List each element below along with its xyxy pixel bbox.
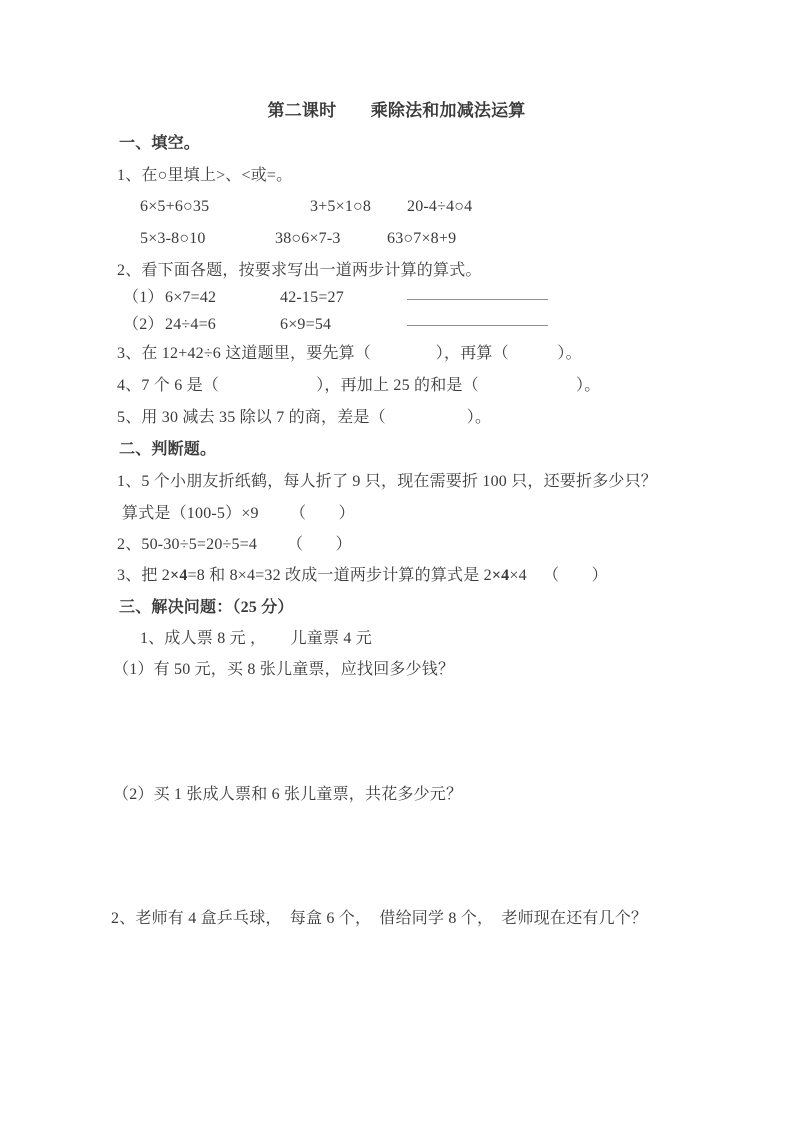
judge-q3-bold: ×4	[170, 567, 188, 584]
compare-expression: 6×5+6○35	[140, 198, 210, 215]
compare-expression: 3+5×1○8	[310, 198, 372, 215]
fill-q2-label: 2、看下面各题，按要求写出一道两步计算的算式。	[117, 262, 482, 279]
solve-q1a: （1）有 50 元，买 8 张儿童票，应找回多少钱？	[113, 661, 455, 678]
judge-q3-text: ×4	[509, 567, 527, 584]
judge-q2-answer-bracket: （ ）	[287, 536, 352, 553]
equation: 24÷4=6	[165, 316, 217, 333]
compare-expression: 38○6×7-3	[275, 230, 341, 247]
equation: 42-15=27	[280, 289, 344, 306]
compare-expression: 5×3-8○10	[140, 230, 206, 247]
judge-q3-text: 3、把 2	[117, 567, 171, 584]
page-title: 第二课时 乘除法和加减法运算	[267, 101, 526, 120]
compare-expression: 63○7×8+9	[387, 230, 457, 247]
equation: 6×9=54	[280, 316, 332, 333]
answer-blank	[407, 309, 548, 326]
judge-q3-bold: ×4	[491, 567, 510, 584]
equation: 6×7=42	[165, 289, 217, 306]
compare-expression: 20-4÷4○4	[407, 198, 473, 215]
judge-q2-expression: 2、50-30÷5=20÷5=4	[117, 536, 258, 553]
solve-q1b: （2）买 1 张成人票和 6 张儿童票，共花多少元？	[113, 786, 463, 803]
solve-ticket-prices: 1、成人票 8 元 ， 儿童票 4 元	[140, 630, 373, 647]
section-judge-heading: 二、判断题。	[119, 441, 217, 458]
fill-q1-label: 1、在○里填上>、<或=。	[117, 167, 293, 184]
answer-blank	[407, 283, 548, 300]
item-number: （2）	[123, 316, 164, 333]
fill-q3: 3、在 12+42÷6 这道题里，要先算（ ），再算（ ）。	[117, 345, 582, 362]
section-fill-heading: 一、填空。	[119, 135, 201, 152]
solve-q2: 2、老师有 4 盒乒乓球， 每盒 6 个， 借给同学 8 个， 老师现在还有几个？	[111, 910, 648, 927]
judge-q3-text: =8 和 8×4=32 改成一道两步计算的算式是 2	[187, 567, 492, 584]
judge-q1-expression: 算式是（100-5）×9	[122, 505, 259, 522]
judge-q1-question: 1、5 个小朋友折纸鹤，每人折了 9 只，现在需要折 100 只，还要折多少只？	[117, 473, 658, 490]
fill-q4: 4、7 个 6 是（ ），再加上 25 的和是（ ）。	[117, 377, 601, 394]
fill-q5: 5、用 30 减去 35 除以 7 的商，差是（ ）。	[117, 409, 492, 426]
judge-q3-answer-bracket: （ ）	[543, 567, 608, 584]
item-number: （1）	[123, 289, 164, 306]
section-solve-heading: 三、解决问题：（25 分）	[119, 599, 294, 616]
judge-q1-answer-bracket: （ ）	[290, 505, 355, 522]
judge-q3-expression	[117, 565, 527, 587]
